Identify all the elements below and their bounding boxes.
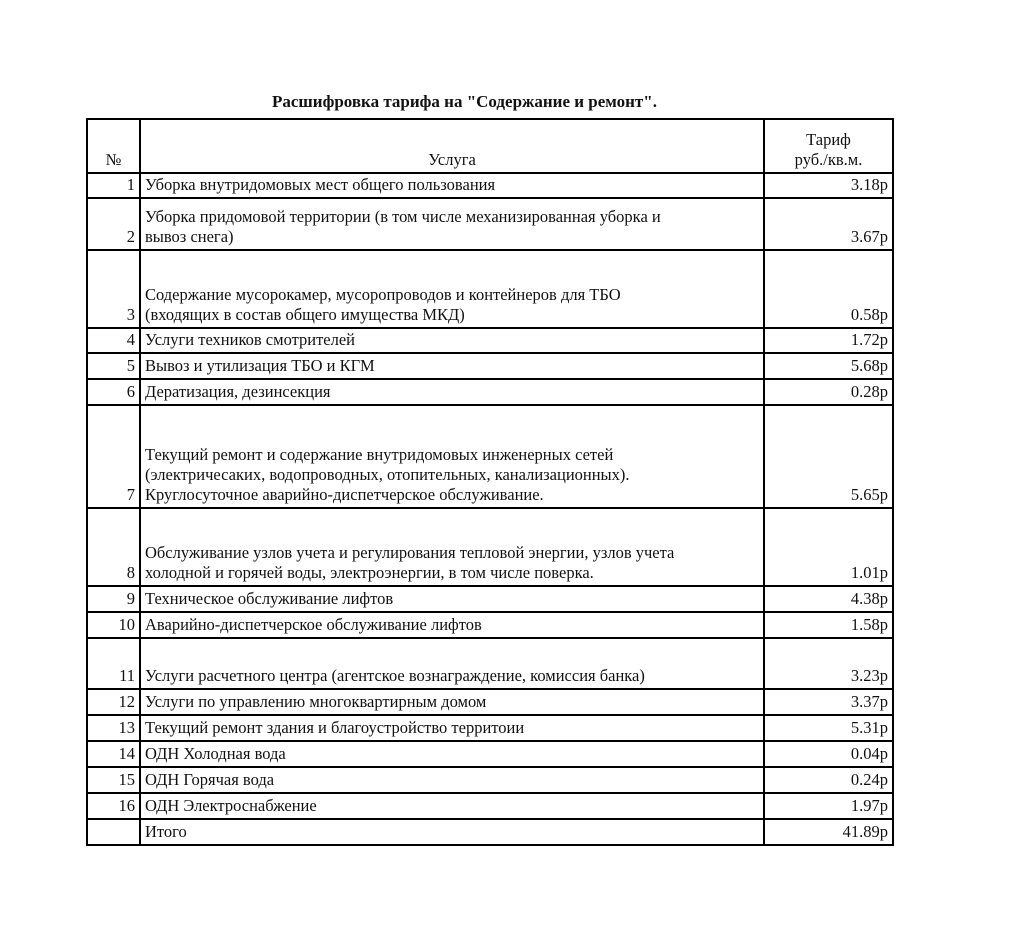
row-service: Услуги расчетного центра (агентское вознаграждение, комиссия банка): [140, 638, 764, 689]
row-service: Аварийно-диспетчерское обслуживание лифтов: [140, 612, 764, 638]
table-row: [87, 586, 893, 612]
row-service: Дератизация, дезинсекция: [140, 379, 764, 405]
tariff-table: [86, 118, 894, 846]
row-tariff: 0.24р: [764, 767, 893, 793]
table-header-row: [87, 119, 893, 173]
total-label: Итого: [140, 819, 764, 845]
row-tariff: 5.65р: [764, 405, 893, 508]
table-row: [87, 353, 893, 379]
column-header-tariff-line2: руб./кв.м.: [794, 150, 863, 169]
table-row: [87, 689, 893, 715]
total-tariff: 41.89р: [764, 819, 893, 845]
row-service: ОДН Холодная вода: [140, 741, 764, 767]
table-row: [87, 638, 893, 689]
row-service: Обслуживание узлов учета и регулирования тепловой энергии, узлов учета холодной и горячей воды, электроэнергии, в том числе поверка.: [140, 508, 764, 586]
table-row: [87, 405, 893, 508]
page-title: Расшифровка тарифа на "Содержание и ремонт".: [272, 92, 657, 111]
row-tariff: 4.38р: [764, 586, 893, 612]
total-number: [87, 819, 140, 845]
column-header-tariff-line1: Тариф: [806, 130, 851, 149]
row-tariff: 1.72р: [764, 328, 893, 353]
row-number: 11: [87, 638, 140, 689]
row-service: Текущий ремонт здания и благоустройство территоии: [140, 715, 764, 741]
table-row: [87, 379, 893, 405]
row-service: Текущий ремонт и содержание внутридомовых инженерных сетей (электричесаких, водопроводных, отопительных, канализационных). Круглосуточное аварийно-диспетчерское обслуживание.: [140, 405, 764, 508]
column-header-tariff: [764, 119, 893, 173]
row-number: 15: [87, 767, 140, 793]
row-tariff: 1.01р: [764, 508, 893, 586]
row-number: 3: [87, 250, 140, 328]
row-service: Техническое обслуживание лифтов: [140, 586, 764, 612]
row-service: Услуги по управлению многоквартирным домом: [140, 689, 764, 715]
table-row: [87, 328, 893, 353]
row-number: 13: [87, 715, 140, 741]
row-number: 7: [87, 405, 140, 508]
table-row: [87, 173, 893, 198]
row-tariff: 5.68р: [764, 353, 893, 379]
row-tariff: 5.31р: [764, 715, 893, 741]
table-row: [87, 715, 893, 741]
row-number: 4: [87, 328, 140, 353]
row-tariff: 0.58р: [764, 250, 893, 328]
column-header-number: №: [87, 119, 140, 173]
row-number: 5: [87, 353, 140, 379]
row-service: Содержание мусорокамер, мусоропроводов и контейнеров для ТБО (входящих в состав общего имущества МКД): [140, 250, 764, 328]
table-row: [87, 793, 893, 819]
row-number: 14: [87, 741, 140, 767]
row-service: Услуги техников смотрителей: [140, 328, 764, 353]
row-number: 12: [87, 689, 140, 715]
row-service: Уборка придомовой территории (в том числе механизированная уборка и вывоз снега): [140, 198, 764, 250]
row-tariff: 0.04р: [764, 741, 893, 767]
row-number: 2: [87, 198, 140, 250]
row-number: 9: [87, 586, 140, 612]
column-header-service: Услуга: [140, 119, 764, 173]
row-tariff: 1.58р: [764, 612, 893, 638]
row-tariff: 3.18р: [764, 173, 893, 198]
row-service: ОДН Горячая вода: [140, 767, 764, 793]
row-service: Уборка внутридомовых мест общего пользования: [140, 173, 764, 198]
row-number: 8: [87, 508, 140, 586]
row-number: 1: [87, 173, 140, 198]
row-tariff: 3.37р: [764, 689, 893, 715]
table-row: [87, 198, 893, 250]
row-number: 6: [87, 379, 140, 405]
row-tariff: 3.67р: [764, 198, 893, 250]
row-number: 16: [87, 793, 140, 819]
row-number: 10: [87, 612, 140, 638]
total-row: [87, 819, 893, 845]
table-row: [87, 741, 893, 767]
row-tariff: 0.28р: [764, 379, 893, 405]
table-row: [87, 508, 893, 586]
table-row: [87, 612, 893, 638]
table-row: [87, 767, 893, 793]
row-tariff: 1.97р: [764, 793, 893, 819]
row-service: ОДН Электроснабжение: [140, 793, 764, 819]
row-tariff: 3.23р: [764, 638, 893, 689]
table-row: [87, 250, 893, 328]
table-body: [87, 173, 893, 845]
row-service: Вывоз и утилизация ТБО и КГМ: [140, 353, 764, 379]
